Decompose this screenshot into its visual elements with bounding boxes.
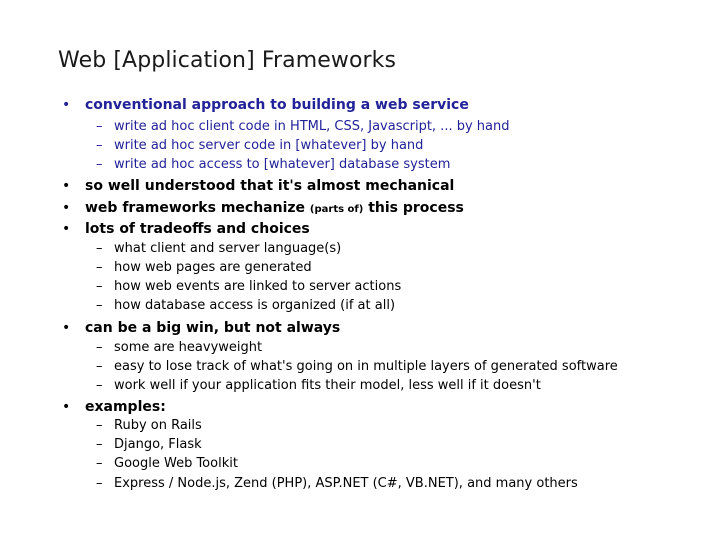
bullet-item xyxy=(62,320,340,336)
sub-bullet-item xyxy=(96,138,423,153)
dash-icon: – xyxy=(96,418,103,433)
bullet-text: web frameworks mechanize xyxy=(85,200,306,216)
dash-icon: – xyxy=(96,260,103,275)
sub-bullet-text: easy to lose track of what's going on in multiple layers of generated software xyxy=(114,359,618,374)
sub-bullet-text: what client and server language(s) xyxy=(114,241,342,256)
dash-icon: – xyxy=(96,279,103,294)
bullet-text: examples: xyxy=(85,399,166,415)
dash-icon: – xyxy=(96,437,103,452)
dash-icon: – xyxy=(96,298,103,313)
bullet-icon: • xyxy=(62,200,71,216)
sub-bullet-text: Express / Node.js, Zend (PHP), ASP.NET (C#, VB.NET), and many others xyxy=(114,476,578,491)
sub-bullet-text: Ruby on Rails xyxy=(114,418,202,433)
sub-bullet-item xyxy=(96,241,341,256)
dash-icon: – xyxy=(96,138,103,153)
sub-bullet-item xyxy=(96,437,202,452)
sub-bullet-text: write ad hoc client code in HTML, CSS, Javascript, ... by hand xyxy=(114,119,510,134)
dash-icon: – xyxy=(96,378,103,393)
bullet-text: lots of tradeoffs and choices xyxy=(85,221,310,237)
sub-bullet-item xyxy=(96,359,618,374)
sub-bullet-item xyxy=(96,260,312,275)
bullet-icon: • xyxy=(62,320,71,336)
sub-bullet-item xyxy=(96,456,238,471)
bullet-item xyxy=(62,200,464,216)
sub-bullet-item xyxy=(96,279,401,294)
bullet-item xyxy=(62,221,310,237)
sub-bullet-item xyxy=(96,340,262,355)
sub-bullet-text: write ad hoc server code in [whatever] by hand xyxy=(114,138,424,153)
dash-icon: – xyxy=(96,340,103,355)
dash-icon: – xyxy=(96,359,103,374)
sub-bullet-text: how database access is organized (if at all) xyxy=(114,298,396,313)
sub-bullet-item xyxy=(96,119,509,134)
sub-bullet-text: work well if your application fits their model, less well if it doesn't xyxy=(114,378,541,393)
bullet-icon: • xyxy=(62,178,71,194)
dash-icon: – xyxy=(96,157,103,172)
sub-bullet-item xyxy=(96,157,450,172)
bullet-text: so well understood that it's almost mechanical xyxy=(85,178,455,194)
sub-bullet-text: some are heavyweight xyxy=(114,340,263,355)
bullet-text-small: (parts of) xyxy=(309,204,364,215)
sub-bullet-item xyxy=(96,418,202,433)
bullet-text: conventional approach to building a web service xyxy=(85,97,469,113)
bullet-item xyxy=(62,97,469,113)
sub-bullet-text: Django, Flask xyxy=(114,437,202,452)
sub-bullet-text: Google Web Toolkit xyxy=(114,456,238,471)
bullet-icon: • xyxy=(62,221,71,237)
bullet-icon: • xyxy=(62,97,71,113)
bullet-icon: • xyxy=(62,399,71,415)
sub-bullet-text: write ad hoc access to [whatever] database system xyxy=(114,157,451,172)
dash-icon: – xyxy=(96,241,103,256)
dash-icon: – xyxy=(96,119,103,134)
bullet-text-end: this process xyxy=(368,200,464,216)
dash-icon: – xyxy=(96,476,103,491)
sub-bullet-text: how web events are linked to server actions xyxy=(114,279,402,294)
sub-bullet-item xyxy=(96,476,578,491)
sub-bullet-item xyxy=(96,378,541,393)
slide-title: Web [Application] Frameworks xyxy=(58,48,397,73)
sub-bullet-text: how web pages are generated xyxy=(114,260,312,275)
dash-icon: – xyxy=(96,456,103,471)
bullet-item xyxy=(62,399,166,415)
sub-bullet-item xyxy=(96,298,395,313)
bullet-text: can be a big win, but not always xyxy=(85,320,341,336)
bullet-item xyxy=(62,178,454,194)
